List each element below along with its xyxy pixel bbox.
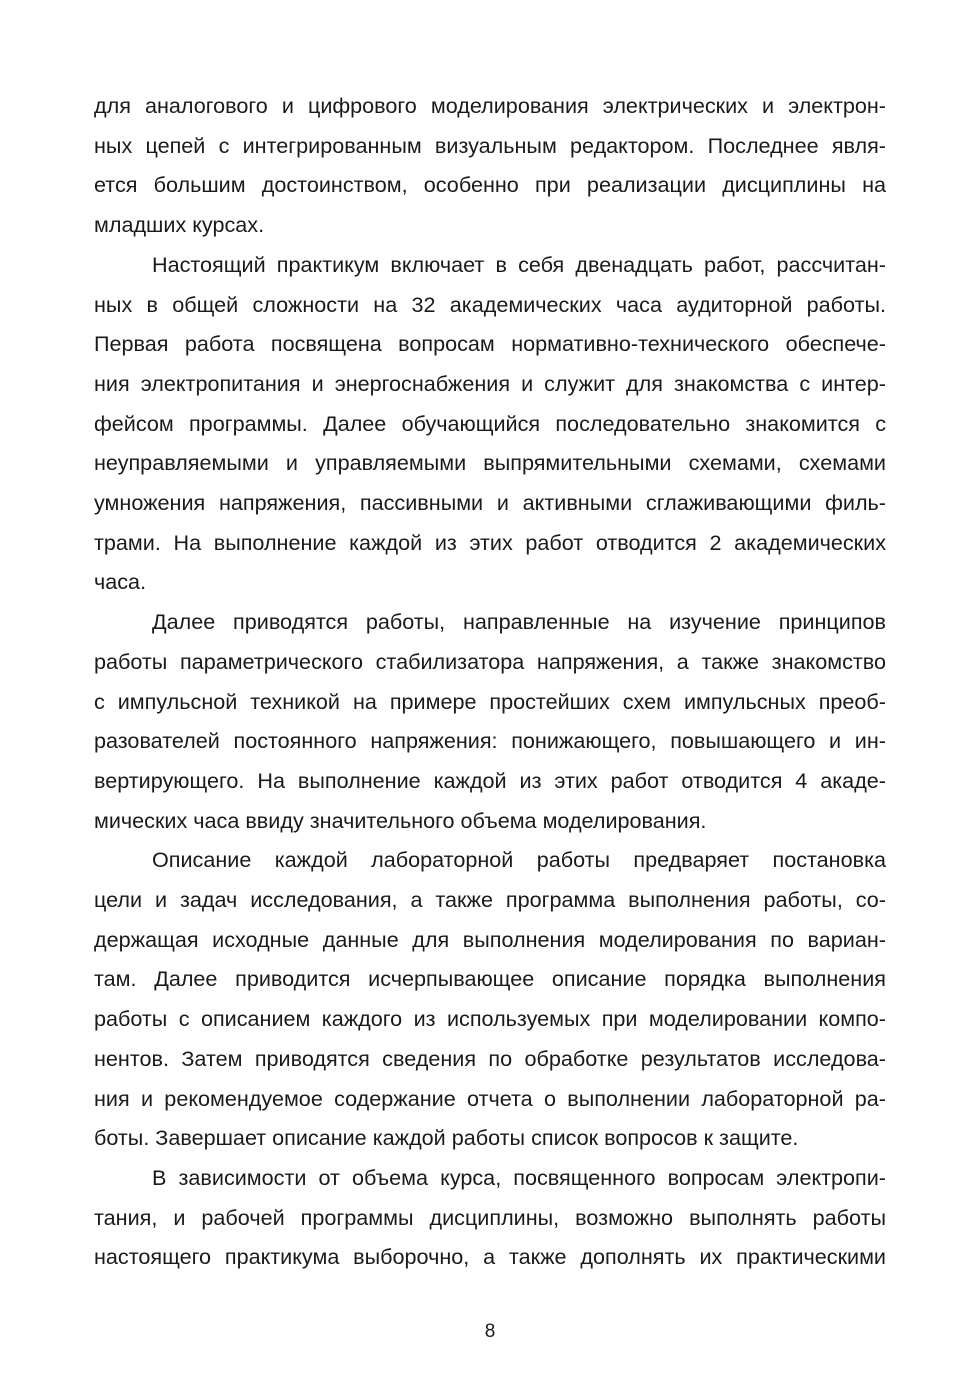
text-line: Настоящий практикум включает в себя двенадцать работ, рассчитан- bbox=[152, 251, 886, 277]
text-line: работы с описанием каждого из используемых при моделировании компо- bbox=[94, 1006, 886, 1032]
text-line: В зависимости от объема курса, посвященного вопросам электропи- bbox=[152, 1164, 886, 1190]
text-line: держащая исходные данные для выполнения моделирования по вариан- bbox=[94, 926, 886, 952]
paragraph-5 bbox=[94, 1158, 886, 1277]
text-line: младших курсах. bbox=[94, 212, 265, 238]
text-line: ется большим достоинством, особенно при реализации дисциплины на bbox=[94, 172, 886, 198]
text-line: часа. bbox=[94, 569, 147, 595]
text-line: фейсом программы. Далее обучающийся последовательно знакомится с bbox=[94, 410, 886, 436]
paragraph-1 bbox=[94, 86, 886, 245]
page-number: 8 bbox=[484, 1321, 496, 1342]
paragraph-3 bbox=[94, 602, 886, 840]
text-line: тания, и рабочей программы дисциплины, возможно выполнять работы bbox=[94, 1204, 886, 1230]
text-line: работы параметрического стабилизатора напряжения, а также знакомство bbox=[94, 648, 886, 674]
text-line: с импульсной техникой на примере простейших схем импульсных преоб- bbox=[94, 688, 886, 714]
text-line: ния и рекомендуемое содержание отчета о выполнении лабораторной ра- bbox=[94, 1085, 886, 1111]
text-line: умножения напряжения, пассивными и активными сглаживающими филь- bbox=[94, 490, 886, 516]
text-line: разователей постоянного напряжения: понижающего, повышающего и ин- bbox=[94, 728, 886, 754]
text-line: Первая работа посвящена вопросам нормативно-технического обеспече- bbox=[94, 331, 886, 357]
text-line: мических часа ввиду значительного объема моделирования. bbox=[94, 807, 707, 833]
text-line: ных в общей сложности на 32 академических часа аудиторной работы. bbox=[94, 291, 886, 317]
paragraph-4 bbox=[94, 840, 886, 1158]
text-line: ных цепей с интегрированным визуальным редактором. Последнее явля- bbox=[94, 132, 886, 158]
text-line: неуправляемыми и управляемыми выпрямительными схемами, схемами bbox=[94, 450, 886, 476]
paragraph-2 bbox=[94, 245, 886, 602]
text-line: боты. Завершает описание каждой работы список вопросов к защите. bbox=[94, 1125, 799, 1151]
text-line: трами. На выполнение каждой из этих работ отводится 2 академических bbox=[94, 529, 886, 555]
text-line: Описание каждой лабораторной работы предваряет постановка bbox=[152, 847, 886, 873]
text-line: вертирующего. На выполнение каждой из этих работ отводится 4 акаде- bbox=[94, 767, 886, 793]
text-line: ния электропитания и энергоснабжения и служит для знакомства с интер- bbox=[94, 370, 886, 396]
text-line: настоящего практикума выборочно, а также дополнять их практическими bbox=[94, 1244, 886, 1270]
text-line: нентов. Затем приводятся сведения по обработке результатов исследова- bbox=[94, 1045, 886, 1071]
text-line: цели и задач исследования, а также программа выполнения работы, со- bbox=[94, 887, 886, 913]
text-line: там. Далее приводится исчерпывающее описание порядка выполнения bbox=[94, 966, 886, 992]
text-line: для аналогового и цифрового моделирования электрических и электрон- bbox=[94, 93, 886, 118]
page-body bbox=[94, 86, 886, 1277]
text-line: Далее приводятся работы, направленные на изучение принципов bbox=[152, 609, 886, 635]
